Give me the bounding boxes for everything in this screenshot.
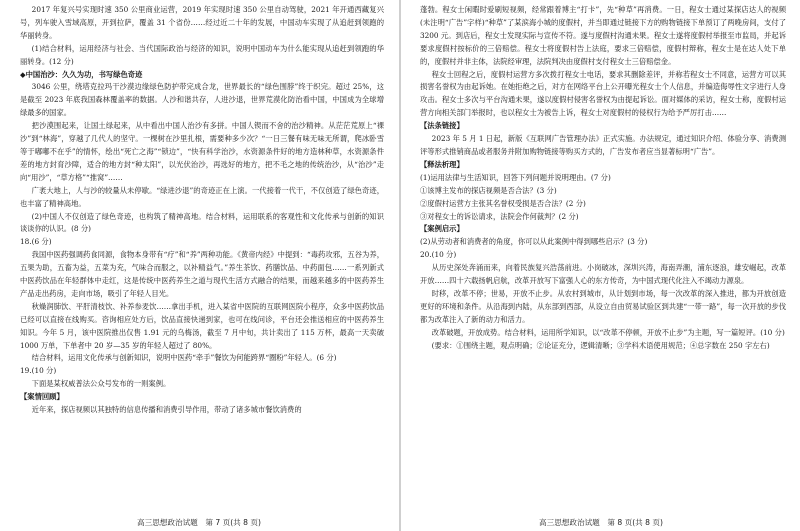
paragraph: 2023 年 5 月 1 日起，新版《互联网广告管理办法》正式实施。办法规定，通过知识介绍、体验分享、消费测评等形式推销商品或者服务并附加购物链接等购买方式的，广告发布者应当显著标明“广告”。 xyxy=(420,134,786,156)
page-8-content xyxy=(420,4,786,352)
paragraph: 广袤大地上，人与沙的较量从未停歇。“绿进沙退”的奇迹正在上演。一代接着一代干，不仅创造了绿色奇迹，也丰富了精神高地。 xyxy=(20,185,384,208)
paragraph: 3046 公里，绕塔克拉玛干沙漠边缘绿色防护带完成合龙，世界最长的“绿色围脖”终于织完。超过 25%，这是截至 2023 年底我国森林覆盖率的数据。人沙和谐共存，人进沙退，世界荒漠化防治看中国，中国成为全球增绿最多的国家。 xyxy=(20,82,384,118)
question-text: (1)结合材料，运用经济与社会、当代国际政治与经济的知识，说明中国动车为什么能实现从追赶到领跑的华丽转身。(12 分) xyxy=(20,43,384,66)
page-footer: 高三思想政治试题 第 7 页(共 8 页) xyxy=(137,518,261,527)
question-text: (2)中国人不仅创造了绿色奇迹，也构筑了精神高地。结合材料，运用联系的客观性和文化传承与创新的知识谈谈你的认识。(8 分) xyxy=(20,211,384,234)
paragraph: 我国中医药强调药食同源，食物本身带有“疗”和“养”两种功能。《黄帝内经》中提到：“毒药攻邪，五谷为养，五果为助，五畜为益，五菜为充，气味合而服之，以补精益气。”养生茶饮、药膳饮品、中药面包……一系列新式中医药饮品在年轻群体中走红，这是传统中医药养生之道与现代生活方式融合的结果，而越来越多的中医药养生产品走出药房，走向市场，吸引了年轻人目光。 xyxy=(20,250,384,298)
question-number: 18.(6 分) xyxy=(20,237,52,247)
section-heading: ◆中国治沙：久久为功，书写绿色奇迹 xyxy=(20,69,143,79)
question-text: 结合材料，运用文化传承与创新知识，说明中医药“牵手”餐饮为何能跨界“圈粉”年轻人。(6 分) xyxy=(31,353,337,363)
page-footer: 高三思想政治试题 第 8 页(共 8 页) xyxy=(539,518,663,527)
paragraph: 秋燥润肺饮、平肝清枝饮、补养参麦饮……拿出手机，进入某省中医院的互联网医院小程序，众多中医药饮品已经可以直接在线购买。咨询相应处方后，饮品直接快递到家，也可在线问诊，平台还会推送相应的中医药养生知识。今年 5 月，该中医院推出仅售 1.91 元的乌梅汤，截至 7 月中旬，共计卖出了 115 万杯，最高一天卖破 1000 万单，下单者中 20 岁—35 岁的年轻人超过了 80%。 xyxy=(20,301,384,350)
section-heading: 【释法析理】 xyxy=(420,159,464,169)
exam-page-7 xyxy=(0,0,398,531)
question-text: (2)从劳动者和消费者的角度，你可以从此案例中得到哪些启示？(3 分) xyxy=(420,237,648,247)
section-heading: 【案情回顾】 xyxy=(20,392,64,402)
exam-page-8 xyxy=(402,0,800,531)
question-text: ③对程女士的诉讼请求，法院会作何裁判？(2 分) xyxy=(420,211,579,221)
question-text: (1)运用法律与生活知识，回答下列问题并说明理由。(7 分) xyxy=(420,172,611,182)
question-text: ②度假村运营方主张其名誉权受损是否合法？(2 分) xyxy=(420,198,586,208)
paragraph: 从历史深处奔涌而来，向着民族复兴浩荡前进。小岗破冰，深圳兴涛，海南弄潮，浦东逐浪，雄安崛起，改革开放……四十六载扬帆启航，改革开放写下富强人心的东方传奇，为中国式现代化注入不竭动力源泉。 xyxy=(420,263,786,286)
paragraph: 把沙漠围起来，让国土绿起来，从中看出中国人治沙有多拼。中国人锲而不舍的治沙精神。从茫茫荒原上“裸沙”到“林海”，穿越了几代人的坚守。一棵树在沙里扎根，需要种多少次？“一日三餐有味无味无所谓，爬冰卧雪等于嘟嘟不在乎”的情怀，绘出“死亡之海”“锁边”，“快有科学治沙，水资源条件好的地方造林种草，水资源条件差的地方封育沙障，适合的地方封“种太阳”，以光伏治沙，再选好的地方，把不毛之地的传统治沙，从“治沙”走向“用沙”，“草方格”“推窝”…… xyxy=(20,121,384,182)
question-requirements: (要求：①围绕主题，观点明确；②论证充分，逻辑清晰；③学科术语使用规范；④总字数在 250 字左右) xyxy=(431,340,770,350)
question-text: 改革破题，开放成势。结合材料，运用所学知识，以“改革不停顿，开放不止步”为主题，写一篇短评。(10 分) xyxy=(431,327,785,337)
paragraph: 程女士回程之后，度假村运营方多次拨打程女士电话，要求其删除差评，并称若程女士不同意，运营方可以其损害名誉权为由起诉她。在她拒绝之后，对方在网络平台上公开曝光程女士个人信息，并编造侮辱性文字进行人身攻击。程女士多次与平台沟通未果，遂以度假村侵害名誉权为由提起诉讼。面对媒体的采访，程女士称，度假村运营方向相关部门举报时，也以程女士为被告上诉，程女士对度假村的侵权行为给予严厉打击…… xyxy=(420,69,786,118)
question-text: ①该博主发布的探店视频是否合法？(3 分) xyxy=(420,185,557,195)
paragraph: 下面是某权威普法公众号发布的一则案例。 xyxy=(31,379,171,389)
question-number: 20.(10 分) xyxy=(420,250,457,260)
question-number: 19.(10 分) xyxy=(20,366,57,376)
paragraph: 近年来，探店视频以其独特的信息传播和消费引导作用，带动了诸多城市餐饮消费的 xyxy=(31,405,302,415)
section-heading: 【法条链接】 xyxy=(420,121,464,131)
page-divider xyxy=(399,0,401,531)
paragraph: 时移，改革不停；世易，开放不止步。从农村到城市，从计划到市场，每一次改革的深入推进，都为开放创造更好的环境和条件。从沿海到内陆，从东部到西部，从设立自由贸易试验区到共建“一带一路”，每一次开放的步伐都为改革注入了新的动力和活力。 xyxy=(420,288,786,324)
section-heading: 【案例启示】 xyxy=(420,224,464,234)
paragraph: 蓬勃。程女士闲暇时爱刷短视频，经常跟着博主“打卡”，先“种草”再消费。一日，程女士通过某探店达人的视频(未注明“广告”字样)“种草”了某滨海小城的度假村，并当即通过链接下方的购物链接下单预订了两晚房间，支付了 3200 元。到店后，程女士发现实际与宣传不符。遂与度假村沟通未果。程女士遂将度假村举报至市监局，并起诉要求度假村按标价的三倍赔偿。程女士将度假村告上法庭，要求三倍赔偿，度假村辩称，程女士是在达人处下单的，度假村并非主体，法院经审理，法院判决由度假村支付程女士三倍赔偿金。 xyxy=(420,5,786,66)
page-7-content xyxy=(20,4,384,417)
paragraph: 2017 年复兴号实现时速 350 公里商业运营，2019 年实现时速 350 公里自动驾驶，2021 年开通西藏复兴号，列车驶入雪域高原，开到拉萨，覆盖 31 个省份……经过近二十年的发展，中国动车实现了从追赶到领跑的华丽转身。 xyxy=(20,5,384,40)
